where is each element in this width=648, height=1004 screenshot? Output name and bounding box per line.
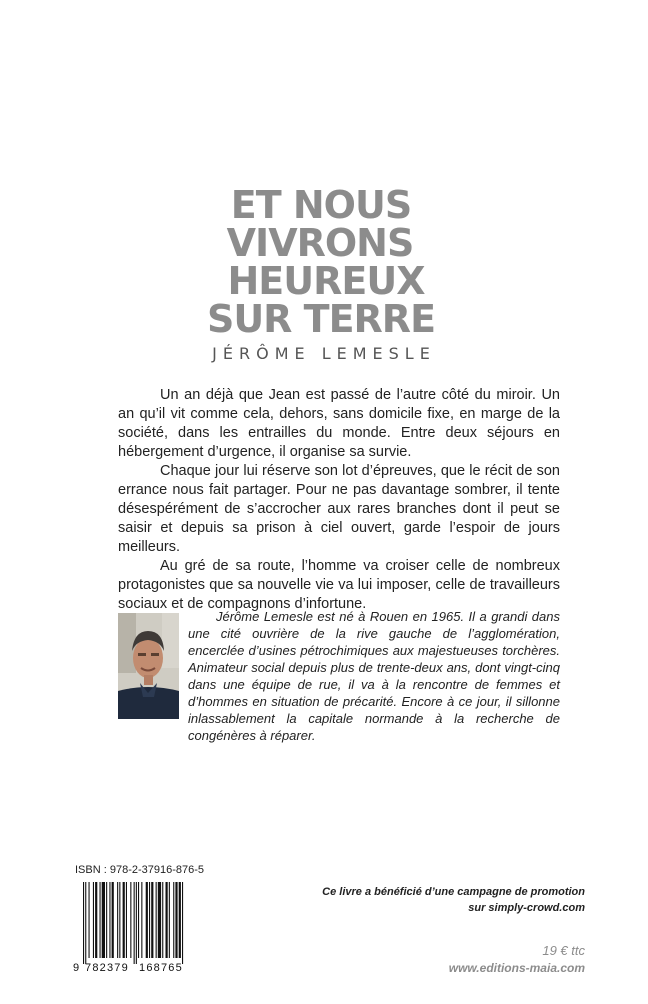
barcode-bar <box>95 882 97 958</box>
barcode <box>73 882 197 972</box>
back-cover-summary <box>118 386 560 614</box>
barcode-bar <box>109 882 110 958</box>
promo-line-1: Ce livre a bénéficié d’une campagne de promotion <box>322 886 585 898</box>
barcode-bar <box>126 882 127 958</box>
crowdfunding-note <box>285 884 585 916</box>
bio-text: Jérôme Lemesle est né à Rouen en 1965. Il a grandi dans une cité ouvrière de la rive gauche de l’agglomération, encerclée d’usines pétrochimiques aux majestueuses torchères. Animateur social depuis plus de trente-deux ans, dont vingt-cinq dans une équipe de rue, il va à la rencontre de femmes et d’hommes en situation de précarité. Encore à ce jour, il sillonne inlassablement la capitale normande à la recherche de congénères à réparer. <box>188 609 560 743</box>
barcode-bars <box>83 882 183 964</box>
barcode-bar <box>112 882 114 958</box>
barcode-bar <box>89 882 90 958</box>
barcode-bar <box>123 882 125 958</box>
summary-paragraph-2: Chaque jour lui réserve son lot d’épreuves, que le récit de son errance nous fait partager. Pour ne pas davantage sombrer, il tente désespérément de s’accrocher aux rares branches dont il peut se saisir et depuis sa prison à ciel ouvert, garde l’espoir de jours meilleurs. <box>118 463 560 555</box>
barcode-bar <box>83 882 84 964</box>
title-line-4: SUR TERRE <box>206 297 436 341</box>
barcode-bar <box>169 882 170 958</box>
barcode-bar <box>130 882 131 958</box>
barcode-bar <box>162 882 163 958</box>
author-name: JÉRÔME LEMESLE <box>212 344 436 363</box>
barcode-bar <box>102 882 105 958</box>
author-biography <box>188 608 560 744</box>
barcode-bar <box>166 882 168 958</box>
book-title <box>0 183 648 341</box>
title-line-1: ET NOUS <box>230 183 412 227</box>
barcode-bar <box>179 882 181 958</box>
barcode-bar <box>119 882 120 958</box>
promo-line-2: sur simply-crowd.com <box>468 902 585 914</box>
publisher-website[interactable]: www.editions-maia.com <box>448 961 585 975</box>
summary-paragraph-3: Au gré de sa route, l’homme va croiser celle de nombreux protagonistes que sa nouvelle vie va lui imposer, celle de travailleurs sociaux et de compagnons d’infortune. <box>118 558 560 612</box>
barcode-bar <box>138 882 139 958</box>
barcode-bar <box>173 882 174 958</box>
barcode-bar <box>149 882 150 958</box>
barcode-first-digit: 9 <box>73 962 80 972</box>
barcode-bar <box>175 882 177 958</box>
barcode-bar <box>146 882 148 958</box>
barcode-bar <box>158 882 161 958</box>
barcode-right-digits: 168765 <box>139 962 183 972</box>
barcode-left-digits: 782379 <box>85 962 129 972</box>
barcode-bar <box>151 882 153 958</box>
barcode-bar <box>156 882 157 958</box>
barcode-bar <box>100 882 101 958</box>
barcode-bar <box>134 882 135 964</box>
isbn-number: ISBN : 978-2-37916-876-5 <box>75 864 205 876</box>
barcode-bar <box>136 882 137 964</box>
title-line-3: HEUREUX <box>227 259 425 303</box>
title-line-2: VIVRONS <box>226 221 414 265</box>
barcode-bar <box>117 882 118 958</box>
barcode-bar <box>141 882 142 958</box>
author-photo <box>118 613 179 719</box>
barcode-bar <box>106 882 107 958</box>
summary-paragraph-1: Un an déjà que Jean est passé de l’autre côté du miroir. Un an qu’il vit comme cela, dehors, sans domicile fixe, en marge de la société, dans les entrailles du monde. Entre deux séjours en hébergement d’urgence, il organise sa survie. <box>118 387 560 460</box>
barcode-bar <box>85 882 86 964</box>
price: 19 € ttc <box>542 943 585 958</box>
barcode-bar <box>182 882 183 964</box>
barcode-bar <box>93 882 94 958</box>
author-portrait-image <box>118 613 179 719</box>
